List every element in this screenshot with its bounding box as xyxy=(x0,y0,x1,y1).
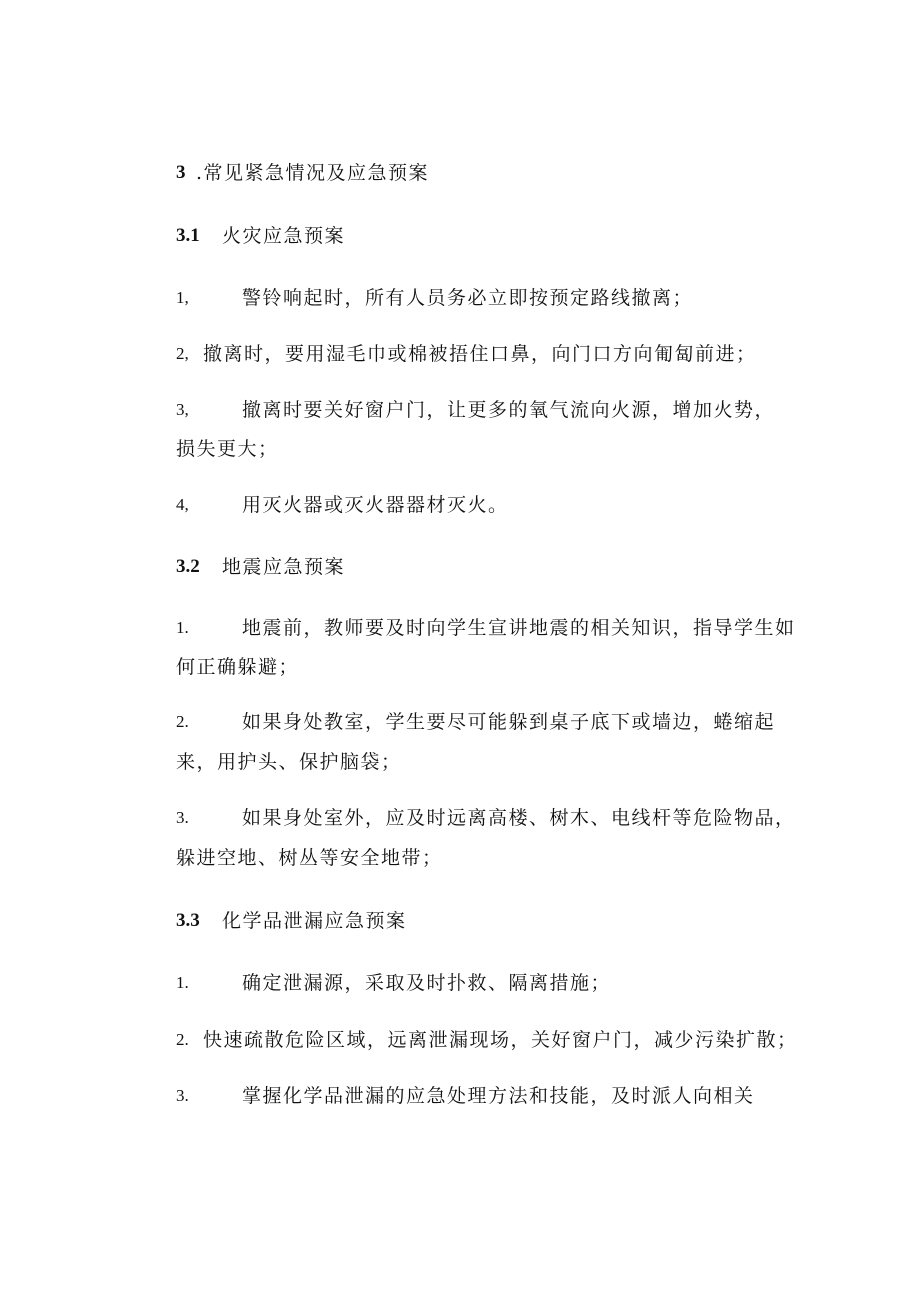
list-item-marker: 2. xyxy=(176,1030,189,1049)
list-item-text-continued: 何正确躲避； xyxy=(176,656,300,678)
section-title: 地震应急预案 xyxy=(222,556,346,578)
heading-number: 3 xyxy=(176,162,186,183)
list-item-text-continued: 损失更大； xyxy=(176,438,279,460)
list-item-text: 撤离时要关好窗户门，让更多的氧气流向火源，增加火势， xyxy=(242,399,776,421)
list-item-text: 用灭火器或灭火器器材灭火。 xyxy=(242,494,509,516)
heading-title: .常见紧急情况及应急预案 xyxy=(196,162,430,184)
list-item-marker: 3. xyxy=(176,1086,189,1105)
list-item-marker: 2, xyxy=(176,344,189,363)
list-item-text-continued: 躲进空地、树丛等安全地带； xyxy=(176,847,443,869)
list-item-marker: 4, xyxy=(176,495,189,514)
list-item-text: 如果身处室外，应及时远离高楼、树木、电线杆等危险物品， xyxy=(242,807,796,829)
list-item-marker: 3. xyxy=(176,808,189,827)
section-title: 化学品泄漏应急预案 xyxy=(222,910,407,932)
list-item-text: 确定泄漏源，采取及时扑救、隔离措施； xyxy=(242,972,612,994)
section-number: 3.3 xyxy=(176,910,200,931)
list-item-text: 警铃响起时，所有人员务必立即按预定路线撤离； xyxy=(242,287,694,309)
list-item-marker: 3, xyxy=(176,400,189,419)
list-item-marker: 1, xyxy=(176,288,189,307)
list-item-text: 掌握化学品泄漏的应急处理方法和技能，及时派人向相关 xyxy=(242,1085,755,1107)
section-number: 3.1 xyxy=(176,225,200,246)
list-item-text: 撤离时，要用湿毛巾或棉被捂住口鼻，向门口方向匍匐前进； xyxy=(203,343,757,365)
list-item-marker: 1. xyxy=(176,618,189,637)
list-item-text: 快速疏散危险区域，远离泄漏现场，关好窗户门，减少污染扩散； xyxy=(203,1029,798,1051)
list-item-text: 地震前，教师要及时向学生宣讲地震的相关知识，指导学生如 xyxy=(242,617,796,639)
list-item-text: 如果身处教室，学生要尽可能躲到桌子底下或墙边，蜷缩起 xyxy=(242,711,776,733)
list-item-marker: 2. xyxy=(176,712,189,731)
section-number: 3.2 xyxy=(176,556,200,577)
list-item-marker: 1. xyxy=(176,973,189,992)
list-item-text-continued: 来，用护头、保护脑袋； xyxy=(176,751,402,773)
section-title: 火灾应急预案 xyxy=(222,225,346,247)
